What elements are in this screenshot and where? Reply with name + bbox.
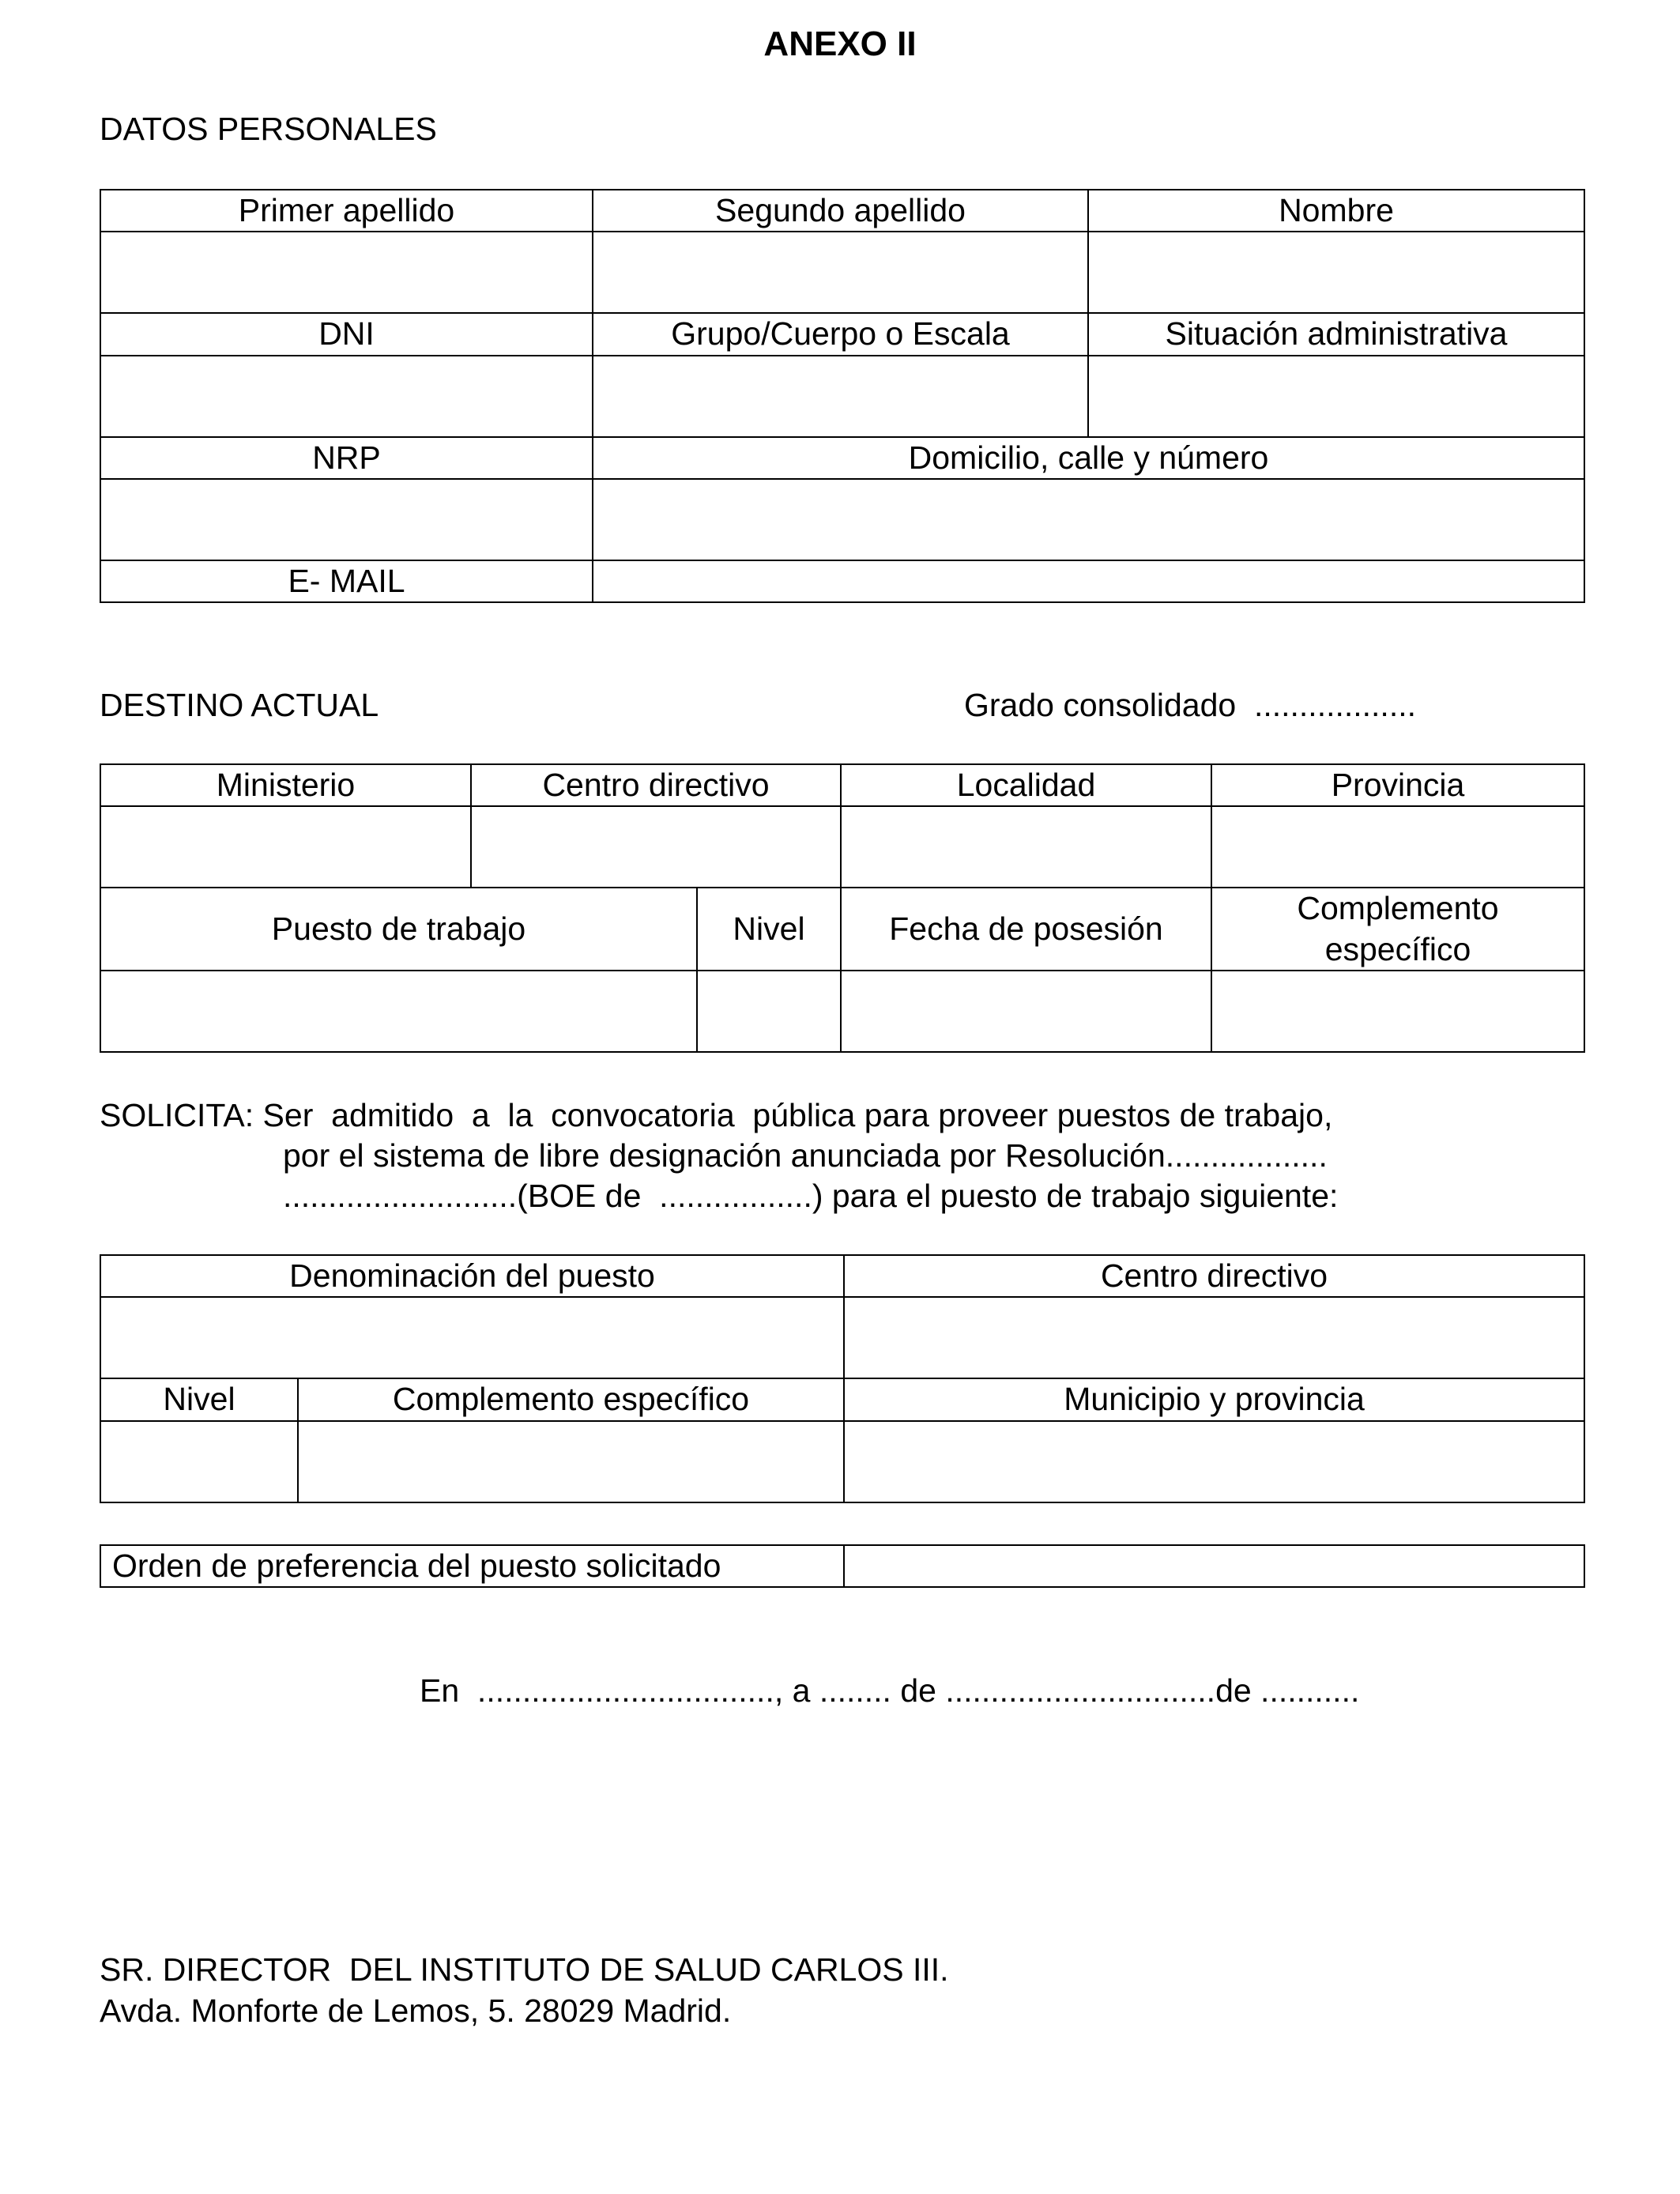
nombre-label: Nombre <box>1088 190 1584 232</box>
email-label: E- MAIL <box>100 560 593 602</box>
segundo-apellido-field[interactable] <box>593 232 1088 313</box>
fecha-posesion-label: Fecha de posesión <box>841 888 1211 971</box>
centro-directivo-label: Centro directivo <box>471 764 841 806</box>
complemento-especifico-label <box>1211 888 1584 971</box>
nivel-field[interactable] <box>697 971 841 1052</box>
situacion-label: Situación administrativa <box>1088 313 1584 355</box>
provincia-label: Provincia <box>1211 764 1584 806</box>
puesto-complemento-field[interactable] <box>298 1421 844 1502</box>
orden-preferencia-table <box>100 1544 1585 1588</box>
situacion-field[interactable] <box>1088 356 1584 437</box>
segundo-apellido-label: Segundo apellido <box>593 190 1088 232</box>
addressee-line-2: Avda. Monforte de Lemos, 5. 28029 Madrid. <box>100 1992 732 2029</box>
personal-data-table <box>100 189 1585 603</box>
primer-apellido-label: Primer apellido <box>100 190 593 232</box>
nivel-label: Nivel <box>697 888 841 971</box>
destino-table <box>100 763 1585 1053</box>
dni-label: DNI <box>100 313 593 355</box>
complemento-line-1: Complemento <box>1297 890 1499 927</box>
puesto-nivel-field[interactable] <box>100 1421 298 1502</box>
complemento-line-2: específico <box>1324 930 1471 967</box>
solicita-line-1: SOLICITA: Ser admitido a la convocatoria pública para proveer puestos de trabajo, <box>100 1097 1333 1133</box>
grupo-field[interactable] <box>593 356 1088 437</box>
primer-apellido-field[interactable] <box>100 232 593 313</box>
puesto-centro-directivo-field[interactable] <box>844 1297 1584 1378</box>
lugar-fecha-line: En ................................., a ........ de ..............................de ........... <box>420 1672 1360 1709</box>
orden-preferencia-field[interactable] <box>844 1545 1584 1587</box>
ministerio-label: Ministerio <box>100 764 471 806</box>
grupo-label: Grupo/Cuerpo o Escala <box>593 313 1088 355</box>
puesto-complemento-label: Complemento específico <box>298 1378 844 1420</box>
domicilio-label: Domicilio, calle y número <box>593 437 1584 479</box>
ministerio-field[interactable] <box>100 806 471 888</box>
addressee-line-1: SR. DIRECTOR DEL INSTITUTO DE SALUD CARLOS III. <box>100 1951 949 1988</box>
page-title: ANEXO II <box>763 25 917 63</box>
nombre-field[interactable] <box>1088 232 1584 313</box>
denominacion-puesto-label: Denominación del puesto <box>100 1255 844 1297</box>
email-field[interactable] <box>593 560 1584 602</box>
puesto-solicitado-table <box>100 1254 1585 1503</box>
destino-actual-heading: DESTINO ACTUAL <box>100 687 379 723</box>
solicita-line-2: por el sistema de libre designación anunciada por Resolución.................. <box>283 1137 1328 1174</box>
localidad-field[interactable] <box>841 806 1211 888</box>
complemento-especifico-field[interactable] <box>1211 971 1584 1052</box>
puesto-trabajo-field[interactable] <box>100 971 697 1052</box>
localidad-label: Localidad <box>841 764 1211 806</box>
dni-field[interactable] <box>100 356 593 437</box>
puesto-nivel-label: Nivel <box>100 1378 298 1420</box>
fecha-posesion-field[interactable] <box>841 971 1211 1052</box>
datos-personales-heading: DATOS PERSONALES <box>100 111 437 147</box>
municipio-provincia-label: Municipio y provincia <box>844 1378 1584 1420</box>
nrp-label: NRP <box>100 437 593 479</box>
nrp-field[interactable] <box>100 479 593 560</box>
denominacion-puesto-field[interactable] <box>100 1297 844 1378</box>
puesto-trabajo-label: Puesto de trabajo <box>100 888 697 971</box>
domicilio-field[interactable] <box>593 479 1584 560</box>
centro-directivo-field[interactable] <box>471 806 841 888</box>
grado-consolidado: Grado consolidado .................. <box>964 687 1416 723</box>
orden-preferencia-label: Orden de preferencia del puesto solicitado <box>100 1545 844 1587</box>
puesto-centro-directivo-label: Centro directivo <box>844 1255 1584 1297</box>
provincia-field[interactable] <box>1211 806 1584 888</box>
solicita-line-3: ..........................(BOE de .................) para el puesto de trabajo siguiente: <box>283 1178 1339 1214</box>
municipio-provincia-field[interactable] <box>844 1421 1584 1502</box>
